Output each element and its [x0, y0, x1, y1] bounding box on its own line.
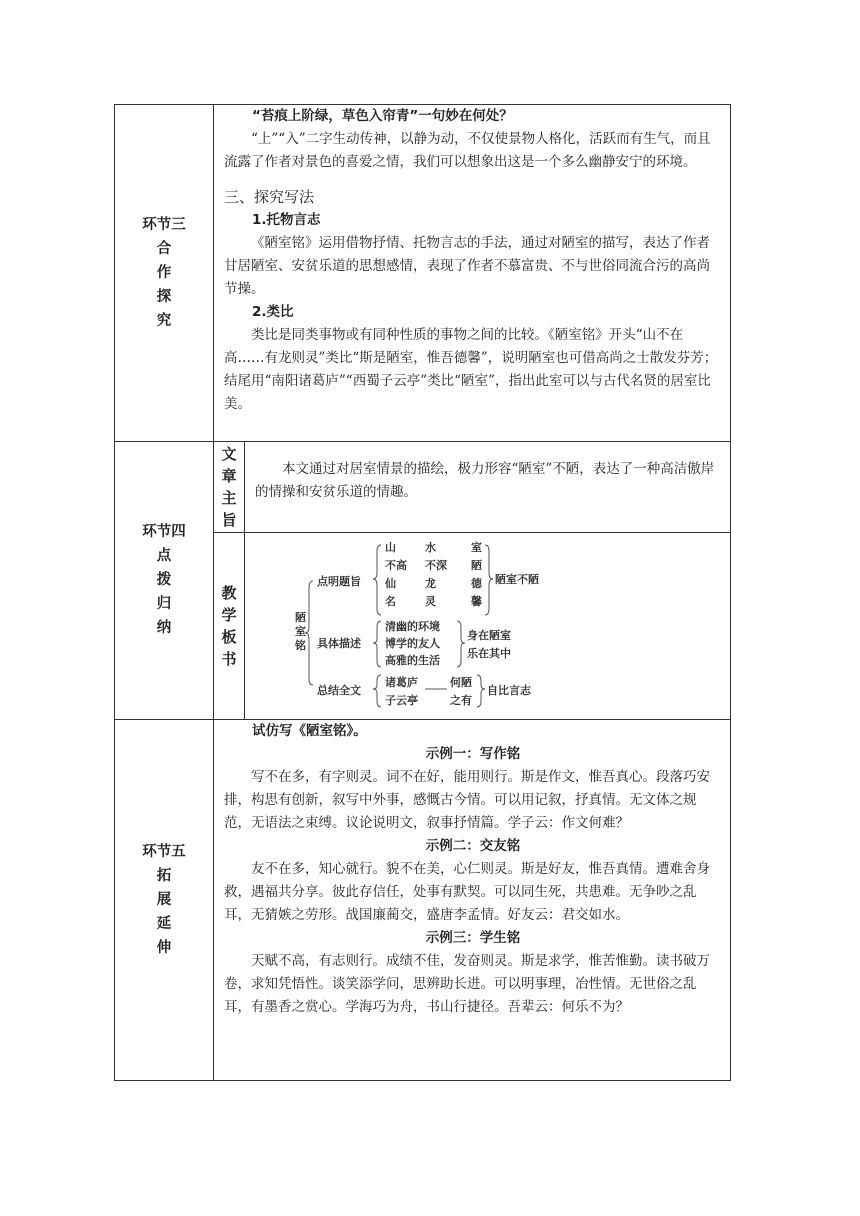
example-3-title: 示例三：学生铭: [425, 929, 521, 946]
b1-cell: 水: [425, 540, 436, 554]
label-line: 归: [156, 596, 172, 613]
label-line: 纳: [156, 620, 172, 637]
section-5-content: [214, 719, 731, 1080]
board-root: 室: [295, 624, 306, 638]
b1-cell: 山: [385, 540, 396, 554]
b3-cell: 诸葛庐: [385, 675, 418, 689]
board-svg: [245, 533, 725, 715]
section-3-row: [115, 105, 731, 442]
section-5-label: [115, 719, 214, 1080]
exercise-intro: 试仿写《陋室铭》。: [252, 722, 367, 739]
section-3-content: [214, 105, 731, 442]
label-line: 环节五: [142, 843, 186, 860]
b2-row: 清幽的环境: [385, 619, 440, 633]
branch-1-label: 点明题旨: [317, 574, 361, 588]
b1-cell: 德: [471, 576, 482, 590]
b1-cell: 室: [471, 540, 482, 554]
label-line: 拨: [156, 572, 172, 589]
label-line: 究: [156, 313, 172, 329]
label-line: 延: [156, 915, 172, 932]
label-line: 环节三: [142, 217, 186, 233]
label-line: 展: [156, 891, 172, 908]
branch-3-bracket: [373, 675, 381, 707]
b3-right-bracket: [477, 675, 485, 707]
branch-2-bracket: [373, 621, 381, 667]
label-line: 点: [156, 548, 172, 565]
label-line: 环节四: [142, 524, 186, 541]
section-4-inner-table: [214, 442, 730, 719]
b3-cell: 子云亭: [385, 693, 418, 707]
b1-cell: 陋: [471, 558, 482, 572]
example-1-text: 写不在多，有字则灵。词不在好，能用则行。斯是作文，惟吾真心。段落巧安排，构思有创新，叙写中外事，感慨古今情。可以用记叙，抒真情。无文体之规范，无语法之束缚。议论说明文，叙事抒情篇。学子云：作文何难？: [224, 768, 710, 831]
section-4-label: [115, 442, 214, 720]
label-line: 主: [221, 488, 237, 507]
label-line: 作: [156, 265, 172, 281]
sub-text-1: 《陋室铭》运用借物抒情、托物言志的手法，通过对陋室的描写，表达了作者甘居陋室、安贫乐道的思想感情，表现了作者不慕富贵、不与世俗同流合污的高尚节操。: [224, 235, 710, 297]
sub-text-2: 类比是同类事物或有同种性质的事物之间的比较。《陋室铭》开头“山不在高……有龙则灵”类比“斯是陋室，惟吾德馨”，说明陋室也可借高尚之士散发芬芳；结尾用“南阳诸葛庐”“西蜀子云亭”类比“陋室”，指出此室可以与古代名贤的居室比美。: [224, 327, 718, 412]
b2-row: 博学的友人: [385, 636, 440, 650]
lesson-plan-table: [114, 104, 731, 1081]
example-2-title: 示例二：交友铭: [425, 837, 521, 854]
label-line: 板: [221, 627, 237, 646]
b2-row: 高雅的生活: [385, 653, 440, 667]
label-line: 旨: [221, 510, 237, 529]
section-3-label: [115, 105, 214, 442]
label-line: 合: [156, 241, 172, 257]
question-text: “苔痕上阶绿，草色入帘青”一句妙在何处？: [252, 108, 513, 124]
b1-cell: 不深: [425, 558, 447, 572]
board-root: 陋: [295, 610, 306, 624]
theme-text: 本文通过对居室情景的描绘，极力形容“陋室”不陋，表达了一种高洁傲岸的情操和安贫乐道的情趣。: [255, 461, 715, 500]
answer-text: “上”“入”二字生动传神，以静为动，不仅使景物人格化，活跃而有生气，而且流露了作者对景色的喜爱之情，我们可以想象出这是一个多么幽静安宁的环境。: [224, 131, 711, 170]
b1-cell: 仙: [385, 576, 396, 590]
label-line: 学: [221, 605, 237, 624]
b2-right-bracket: [457, 621, 465, 667]
theme-content: [245, 442, 731, 532]
sub-heading-1: 1.托物言志: [252, 212, 321, 228]
label-line: 伸: [156, 939, 172, 956]
root-bracket: [305, 581, 313, 685]
example-2-text: 友不在多，知心就行。貌不在美，心仁则灵。斯是好友，惟吾真情。遭难舍身救，遇福共分享。彼此存信任，处事有默契。可以同生死，共患难。无争吵之乱耳，无猜嫉之劳形。战国廉蔺交，盛唐李孟情。好友云：君交如水。: [224, 860, 710, 923]
branch-1-bracket: [373, 545, 381, 615]
b2-result: 身在陋室: [467, 628, 511, 642]
b1-cell: 馨: [471, 594, 482, 608]
section-5-row: [115, 719, 731, 1080]
b1-cell: 不高: [385, 558, 407, 572]
label-line: 教: [221, 583, 237, 602]
b1-cell: 灵: [425, 594, 436, 608]
section-4-row: [115, 442, 731, 720]
example-1-title: 示例一：写作铭: [425, 745, 521, 762]
label-line: 探: [156, 289, 172, 305]
board-root: 铭: [295, 638, 306, 652]
label-line: 书: [221, 649, 237, 668]
branch-3-label: 总结全文: [317, 683, 361, 697]
b2-result: 乐在其中: [467, 646, 511, 660]
b1-result: 陋室不陋: [495, 572, 539, 586]
label-line: 文: [221, 444, 237, 463]
board-label: [214, 532, 245, 719]
sub-heading-2: 2.类比: [252, 304, 294, 320]
b3-cell: 何陋: [450, 675, 472, 689]
section-4-content: [214, 442, 731, 720]
b3-result: 自比言志: [487, 683, 531, 697]
b1-right-bracket: [485, 545, 493, 615]
b3-cell: 之有: [450, 693, 472, 707]
example-3-text: 天赋不高，有志则行。成绩不佳，发奋则灵。斯是求学，惟苦惟勤。读书破万卷，求知凭悟性。谈笑添学问，思辨助长进。可以明事理，冶性情。无世俗之乱耳，有墨香之赏心。学海巧为舟，书山行捷径。吾辈云：何乐不为？: [224, 952, 710, 1015]
label-line: 章: [221, 466, 237, 485]
branch-2-label: 具体描述: [317, 636, 361, 650]
board-diagram: [245, 532, 731, 719]
theme-label: [214, 442, 245, 532]
b1-cell: 名: [385, 594, 396, 608]
label-line: 拓: [156, 867, 172, 884]
section-heading: 三、探究写法: [224, 188, 315, 206]
b1-cell: 龙: [425, 576, 436, 590]
